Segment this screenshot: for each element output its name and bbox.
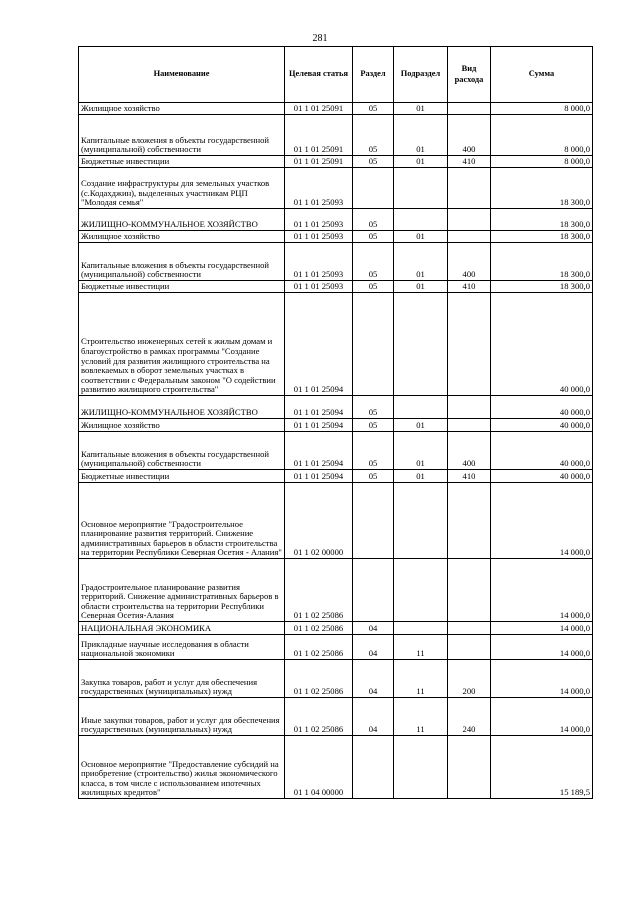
cell-exp-type: 400 (448, 115, 491, 156)
cell-name: Жилищное хозяйство (79, 419, 285, 432)
cell-subsection (394, 559, 448, 622)
cell-amount: 8 000,0 (491, 103, 593, 115)
cell-exp-type (448, 293, 491, 396)
cell-name: Капитальные вложения в объекты государственной (муниципальной) собственности (79, 243, 285, 281)
table-row (79, 396, 593, 419)
cell-code: 01 1 01 25093 (285, 209, 353, 231)
cell-subsection (394, 736, 448, 799)
cell-subsection (394, 622, 448, 635)
cell-name: Строительство инженерных сетей к жилым домам и благоустройство в рамках программы "Создание условий для развития жилищного строительства на вовлекаемых в оборот земельных участках в соответствии с Федеральным законом "О содействии развитию жилищного строительства" (79, 293, 285, 396)
cell-exp-type (448, 559, 491, 622)
cell-section: 05 (353, 243, 394, 281)
cell-section: 05 (353, 396, 394, 419)
cell-subsection: 11 (394, 698, 448, 736)
cell-exp-type (448, 622, 491, 635)
cell-code: 01 1 01 25091 (285, 115, 353, 156)
cell-code: 01 1 01 25093 (285, 281, 353, 293)
header-code: Целевая статья (285, 47, 353, 103)
cell-amount: 8 000,0 (491, 156, 593, 168)
cell-code: 01 1 02 25086 (285, 698, 353, 736)
cell-exp-type: 400 (448, 243, 491, 281)
cell-name: Основное мероприятие "Градостроительное планирование развития территорий. Снижение административных барьеров в области строительства на территории Республики Северная Осетия - Алания" (79, 483, 285, 559)
cell-subsection: 01 (394, 281, 448, 293)
cell-amount: 40 000,0 (491, 396, 593, 419)
cell-name: Закупка товаров, работ и услуг для обеспечения государственных (муниципальных) нужд (79, 660, 285, 698)
table-row (79, 115, 593, 156)
cell-code: 01 1 01 25091 (285, 156, 353, 168)
cell-code: 01 1 02 25086 (285, 622, 353, 635)
cell-name: ЖИЛИЩНО-КОММУНАЛЬНОЕ ХОЗЯЙСТВО (79, 396, 285, 419)
table-row (79, 419, 593, 432)
cell-subsection: 01 (394, 432, 448, 470)
table-row (79, 293, 593, 396)
table-row (79, 281, 593, 293)
cell-name: Создание инфраструктуры для земельных участков (с.Кодахджин), выделенных участникам РЦП "Молодая семья" (79, 168, 285, 209)
cell-code: 01 1 02 25086 (285, 660, 353, 698)
cell-section: 04 (353, 698, 394, 736)
table-row (79, 432, 593, 470)
cell-name: Бюджетные инвестиции (79, 156, 285, 168)
cell-code: 01 1 01 25094 (285, 396, 353, 419)
cell-amount: 8 000,0 (491, 115, 593, 156)
table-header-row (79, 47, 593, 103)
cell-subsection: 01 (394, 103, 448, 115)
cell-section: 04 (353, 635, 394, 660)
cell-subsection: 01 (394, 419, 448, 432)
cell-exp-type (448, 396, 491, 419)
cell-section (353, 168, 394, 209)
cell-exp-type (448, 209, 491, 231)
table-row (79, 168, 593, 209)
table-row (79, 698, 593, 736)
cell-code: 01 1 01 25094 (285, 470, 353, 483)
cell-section: 05 (353, 103, 394, 115)
cell-amount: 14 000,0 (491, 660, 593, 698)
cell-code: 01 1 01 25094 (285, 293, 353, 396)
cell-subsection (394, 483, 448, 559)
cell-section: 05 (353, 419, 394, 432)
budget-table (78, 46, 593, 799)
cell-amount: 14 000,0 (491, 698, 593, 736)
cell-name: Бюджетные инвестиции (79, 470, 285, 483)
table-row (79, 660, 593, 698)
cell-amount: 40 000,0 (491, 432, 593, 470)
cell-subsection: 01 (394, 470, 448, 483)
cell-name: Основное мероприятие "Предоставление субсидий на приобретение (строительство) жилья экономического класса, в том числе с использованием ипотечных жилищных кредитов" (79, 736, 285, 799)
cell-exp-type (448, 635, 491, 660)
cell-section (353, 559, 394, 622)
table-row (79, 156, 593, 168)
cell-subsection: 01 (394, 156, 448, 168)
cell-name: Градостроительное планирование развития территорий. Снижение административных барьеров в области строительства на территории Республики Северная Осетия-Алания (79, 559, 285, 622)
cell-exp-type (448, 419, 491, 432)
cell-subsection (394, 209, 448, 231)
table-row (79, 209, 593, 231)
cell-code: 01 1 01 25094 (285, 419, 353, 432)
header-section: Раздел (353, 47, 394, 103)
cell-section: 05 (353, 156, 394, 168)
table-row (79, 483, 593, 559)
cell-subsection (394, 396, 448, 419)
header-amount: Сумма (491, 47, 593, 103)
cell-subsection: 01 (394, 231, 448, 243)
cell-amount: 18 300,0 (491, 243, 593, 281)
header-subsection: Подраздел (394, 47, 448, 103)
cell-name: Иные закупки товаров, работ и услуг для обеспечения государственных (муниципальных) нужд (79, 698, 285, 736)
cell-amount: 18 300,0 (491, 281, 593, 293)
header-name: Наименование (79, 47, 285, 103)
cell-code: 01 1 01 25093 (285, 231, 353, 243)
cell-name: Капитальные вложения в объекты государственной (муниципальной) собственности (79, 432, 285, 470)
cell-subsection: 01 (394, 243, 448, 281)
cell-amount: 14 000,0 (491, 559, 593, 622)
cell-name: НАЦИОНАЛЬНАЯ ЭКОНОМИКА (79, 622, 285, 635)
cell-name: ЖИЛИЩНО-КОММУНАЛЬНОЕ ХОЗЯЙСТВО (79, 209, 285, 231)
page-number: 281 (312, 33, 328, 44)
cell-exp-type: 240 (448, 698, 491, 736)
cell-section (353, 483, 394, 559)
cell-amount: 14 000,0 (491, 635, 593, 660)
cell-subsection (394, 293, 448, 396)
cell-amount: 40 000,0 (491, 470, 593, 483)
cell-amount: 18 300,0 (491, 231, 593, 243)
cell-code: 01 1 01 25093 (285, 168, 353, 209)
cell-exp-type: 410 (448, 470, 491, 483)
cell-amount: 18 300,0 (491, 168, 593, 209)
cell-name: Бюджетные инвестиции (79, 281, 285, 293)
cell-exp-type: 200 (448, 660, 491, 698)
cell-code: 01 1 04 00000 (285, 736, 353, 799)
cell-amount: 14 000,0 (491, 622, 593, 635)
cell-code: 01 1 01 25094 (285, 432, 353, 470)
cell-exp-type: 410 (448, 156, 491, 168)
cell-name: Жилищное хозяйство (79, 103, 285, 115)
cell-amount: 14 000,0 (491, 483, 593, 559)
cell-section (353, 293, 394, 396)
cell-subsection: 01 (394, 115, 448, 156)
cell-name: Прикладные научные исследования в области национальной экономики (79, 635, 285, 660)
table-row (79, 103, 593, 115)
cell-code: 01 1 02 00000 (285, 483, 353, 559)
table-row (79, 231, 593, 243)
cell-amount: 18 300,0 (491, 209, 593, 231)
cell-exp-type (448, 103, 491, 115)
cell-exp-type (448, 231, 491, 243)
cell-subsection (394, 168, 448, 209)
cell-subsection: 11 (394, 635, 448, 660)
cell-name: Жилищное хозяйство (79, 231, 285, 243)
cell-exp-type (448, 736, 491, 799)
cell-exp-type (448, 168, 491, 209)
cell-exp-type: 400 (448, 432, 491, 470)
cell-section: 05 (353, 432, 394, 470)
cell-exp-type (448, 483, 491, 559)
cell-section: 05 (353, 470, 394, 483)
cell-name: Капитальные вложения в объекты государственной (муниципальной) собственности (79, 115, 285, 156)
cell-code: 01 1 01 25093 (285, 243, 353, 281)
table-row (79, 635, 593, 660)
cell-section: 04 (353, 622, 394, 635)
cell-section: 05 (353, 209, 394, 231)
cell-section: 05 (353, 281, 394, 293)
table-row (79, 243, 593, 281)
table-row (79, 470, 593, 483)
cell-code: 01 1 02 25086 (285, 559, 353, 622)
cell-section: 05 (353, 115, 394, 156)
table-row (79, 622, 593, 635)
cell-exp-type: 410 (448, 281, 491, 293)
cell-amount: 40 000,0 (491, 419, 593, 432)
cell-code: 01 1 02 25086 (285, 635, 353, 660)
cell-amount: 15 189,5 (491, 736, 593, 799)
table-row (79, 736, 593, 799)
table-row (79, 559, 593, 622)
cell-subsection: 11 (394, 660, 448, 698)
cell-amount: 40 000,0 (491, 293, 593, 396)
header-exp-type: Вид расхода (448, 47, 491, 103)
cell-section: 05 (353, 231, 394, 243)
cell-code: 01 1 01 25091 (285, 103, 353, 115)
cell-section (353, 736, 394, 799)
cell-section: 04 (353, 660, 394, 698)
